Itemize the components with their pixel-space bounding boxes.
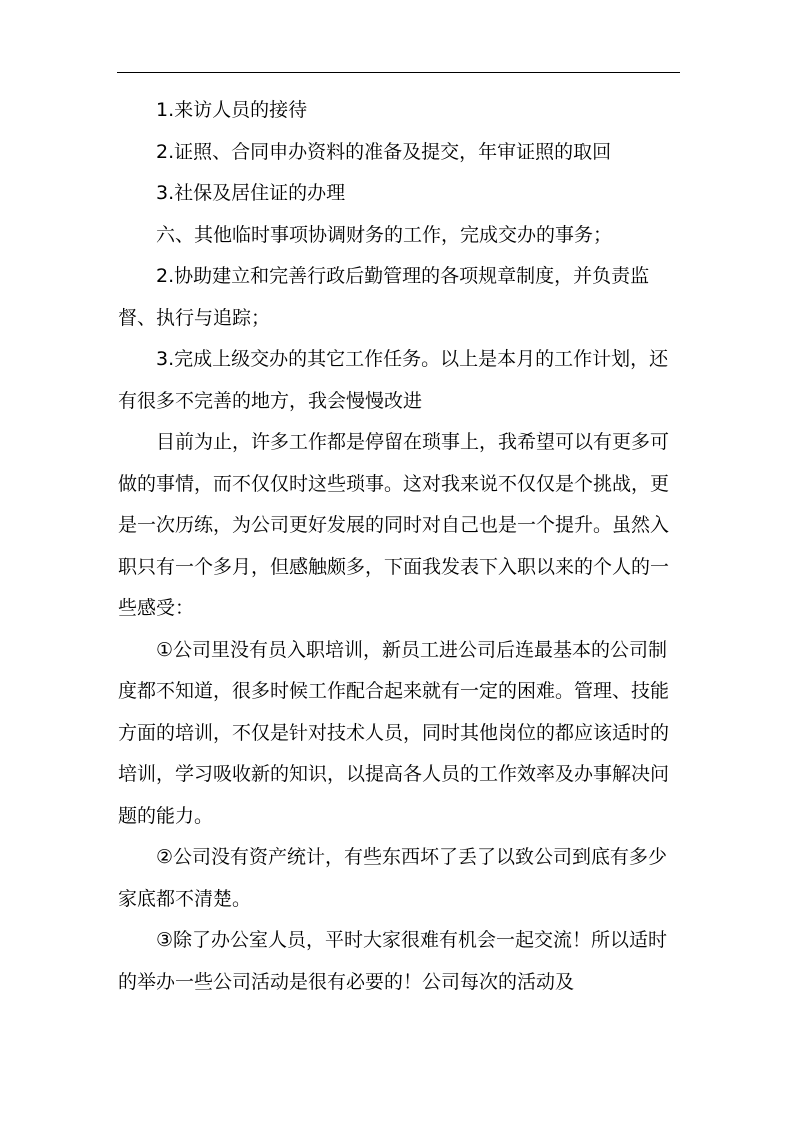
paragraph-reception: 1.来访人员的接待 — [156, 99, 308, 121]
paragraph-training: ①公司里没有员入职培训，新员工进公司后连最基本的公司制度都不知道，很多时候工作配合起来就有一定的困难。管理、技能方面的培训，不仅是针对技术人员，同时其他岗位的都应该适时的培训，学习吸收新的知识，以提高各人员的工作效率及办事解决问题的能力。 — [118, 638, 670, 827]
paragraph-social-security: 3.社保及居住证的办理 — [156, 182, 346, 204]
document-body — [118, 90, 680, 1003]
paragraph-reflection: 目前为止，许多工作都是停留在琐事上，我希望可以有更多可做的事情，而不仅仅时这些琐事。这对我来说不仅仅是个挑战，更是一次历练，为公司更好发展的同时对自己也是一个提升。虽然入职只有一个多月，但感触颇多，下面我发表下入职以来的个人的一些感受： — [118, 431, 670, 619]
paragraph-temporary-matters: 六、其他临时事项协调财务的工作，完成交办的事务； — [156, 223, 613, 246]
paragraph-other-tasks: 3.完成上级交办的其它工作任务。以上是本月的工作计划，还有很多不完善的地方，我会慢慢改进 — [118, 348, 669, 412]
paragraph-activities: ③除了办公室人员，平时大家很难有机会一起交流！所以适时的举办一些公司活动是很有必要的！公司每次的活动及 — [118, 929, 668, 993]
paragraph-regulations: 2.协助建立和完善行政后勤管理的各项规章制度，并负责监督、执行与追踪； — [118, 265, 650, 329]
paragraph-licenses: 2.证照、合同申办资料的准备及提交，年审证照的取回 — [156, 140, 612, 163]
header-rule — [117, 72, 680, 73]
paragraph-assets: ②公司没有资产统计，有些东西坏了丢了以致公司到底有多少家底都不清楚。 — [118, 846, 668, 910]
